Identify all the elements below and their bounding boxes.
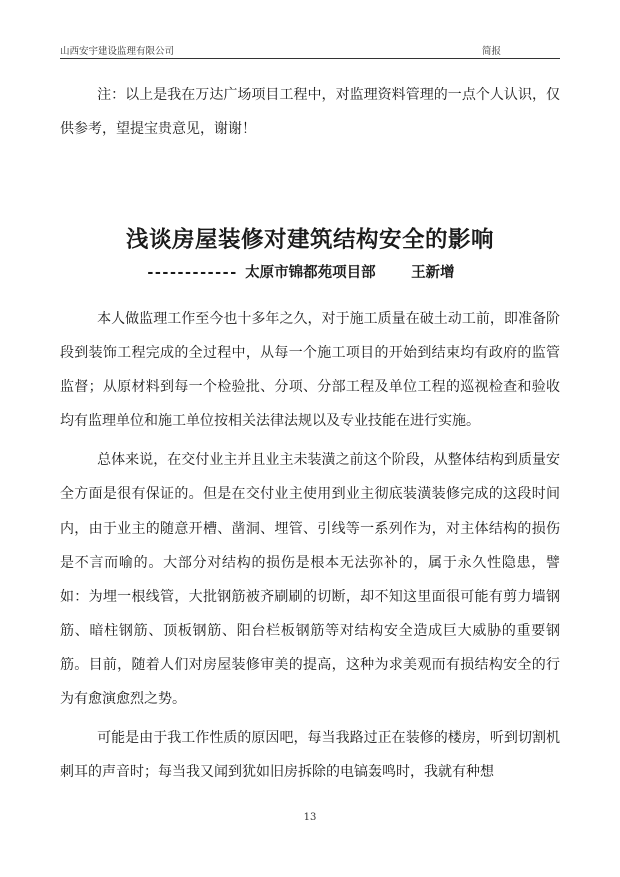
article-title: 浅谈房屋装修对建筑结构安全的影响 [125, 227, 494, 253]
byline-dash: ------------ [146, 265, 237, 281]
closing-note: 注：以上是我在万达广场项目工程中，对监理资料管理的一点个人认识，仅供参考，望提宝贵意见，谢谢！ [60, 87, 560, 137]
byline-author: 王新增 [411, 265, 455, 281]
paragraph: 本人做监理工作至今也十多年之久，对于施工质量在破土动工前，即准备阶段到装饰工程完成的全过程中，从每一个施工项目的开始到结束均有政府的监管监督；从原材料到每一个检验批、分项、分部工程及单位工程的巡视检查和验收均有监理单位和施工单位按相关法律法规以及专业技能在进行实施。 [60, 311, 560, 430]
company-name: 山西安宇建设监理有限公司 [60, 46, 175, 57]
paragraph: 可能是由于我工作性质的原因吧，每当我路过正在装修的楼房，听到切割机刺耳的声音时；每当我又闻到犹如旧房拆除的电镐轰鸣时，我就有种想 [60, 730, 560, 781]
article-byline [146, 261, 455, 282]
page-header [60, 42, 560, 59]
article-body [60, 302, 560, 794]
byline-organization: 太原市锦都苑项目部 [245, 265, 376, 281]
page-number: 13 [303, 812, 317, 823]
document-type: 简报 [482, 46, 502, 57]
paragraph: 总体来说，在交付业主并且业主未装潢之前这个阶段，从整体结构到质量安全方面是很有保证的。但是在交付业主使用到业主彻底装潢装修完成的这段时间内，由于业主的随意开槽、凿洞、埋管、引线等一系列作为，对主体结构的损伤是不言而喻的。大部分对结构的损伤是根本无法弥补的，属于永久性隐患，譬如：为埋一根线管，大批钢筋被齐刷刷的切断，却不知这里面很可能有剪力墙钢筋、暗柱钢筋、顶板钢筋、阳台栏板钢筋等对结构安全造成巨大威胁的重要钢筋。目前，随着人们对房屋装修审美的提高，这种为求美观而有损结构安全的行为有愈演愈烈之势。 [60, 452, 560, 708]
